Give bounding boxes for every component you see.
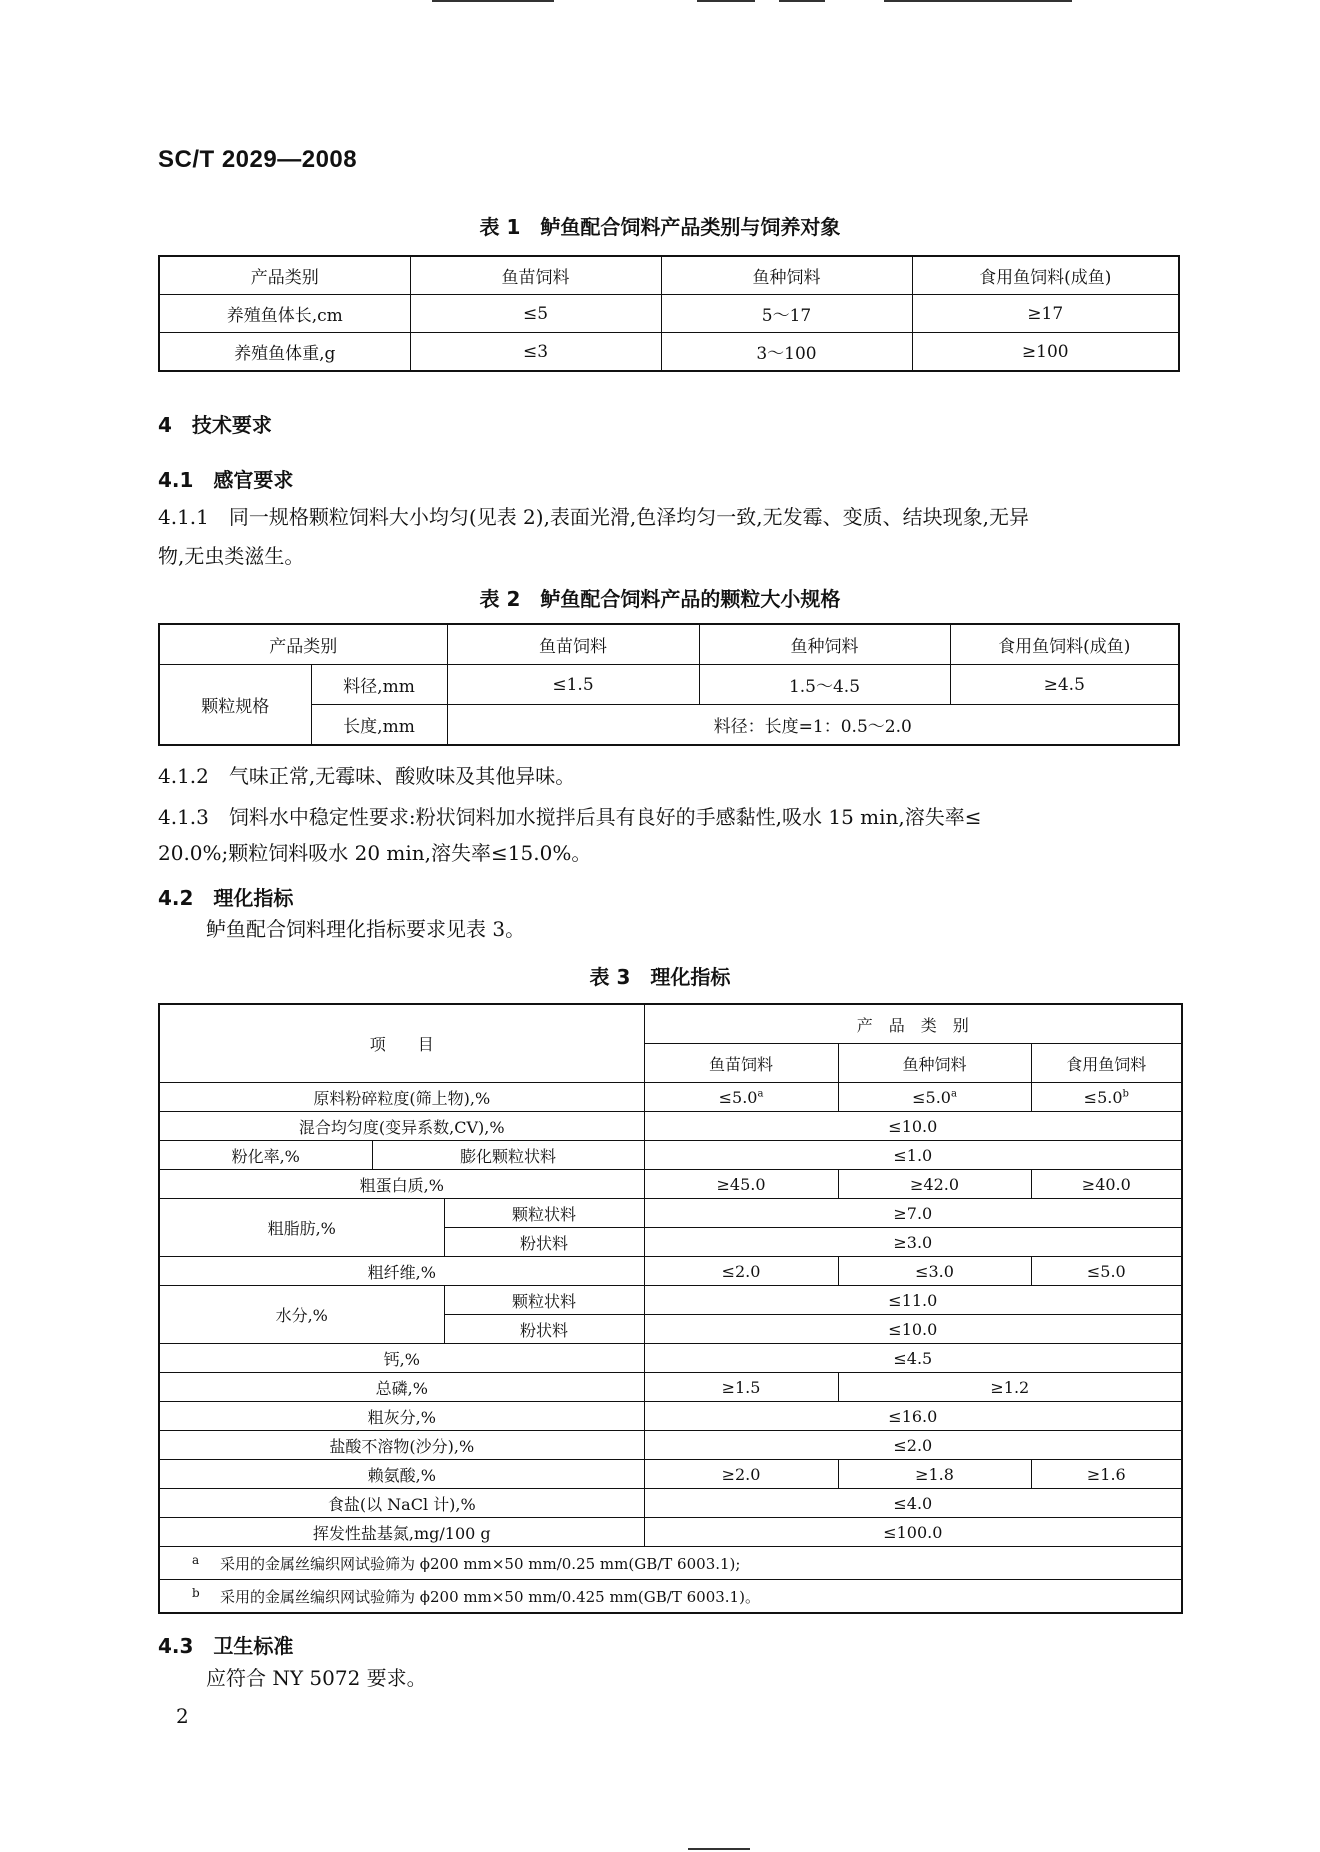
scan-mark [779,0,825,2]
table-row [159,1373,1182,1402]
scan-mark [697,0,755,2]
table-cell: ≥45.0 [644,1170,838,1199]
table-row [159,1141,1182,1170]
table-row [159,1199,1182,1228]
table-header-cell: 产品类别 [159,256,410,295]
table-row [159,1286,1182,1315]
table-cell [838,1083,1031,1112]
scan-mark [432,0,554,2]
table-cell: 盐酸不溶物(沙分),% [159,1431,644,1460]
table-row [159,665,1179,705]
table-cell: 水分,% [159,1286,444,1344]
table-cell: ≤3 [410,333,661,372]
footnote-mark: b [1122,1088,1129,1100]
table-cell: 粉状料 [444,1315,644,1344]
section-heading: 4 技术要求 [158,413,272,437]
footnote-mark: b [192,1585,200,1600]
table-cell: ≤1.5 [447,665,699,705]
footnote-mark: a [757,1088,764,1100]
table-cell: 挥发性盐基氮,mg/100 g [159,1518,644,1547]
table-cell: 5～17 [661,295,912,333]
table-row [159,1257,1182,1286]
paragraph-line: 4.1.1 同一规格颗粒饲料大小均匀(见表 2),表面光滑,色泽均匀一致,无发霉、变质、结块现象,无异 [158,505,1030,529]
table-cell: ≤4.5 [644,1344,1182,1373]
paragraph-line: 4.1.3 饲料水中稳定性要求:粉状饲料加水搅拌后具有良好的手感黏性,吸水 15 min,溶失率≤ [158,805,982,829]
table-row [159,1083,1182,1112]
scan-mark [688,1848,750,1850]
table-header-cell: 鱼苗饲料 [410,256,661,295]
table-header-cell: 鱼种饲料 [661,256,912,295]
table-cell: ≤16.0 [644,1402,1182,1431]
table-row [159,333,1179,372]
table-cell: ≥7.0 [644,1199,1182,1228]
table-cell: 钙,% [159,1344,644,1373]
table-header-cell: 食用鱼饲料 [1031,1044,1182,1083]
table-cell: ≥100 [912,333,1179,372]
table-header-cell: 产 品 类 别 [644,1004,1182,1044]
table-cell: ≤10.0 [644,1112,1182,1141]
table-cell: 养殖鱼体重,g [159,333,410,372]
table-cell: ≤100.0 [644,1518,1182,1547]
cell-value: ≤5.0 [912,1087,951,1107]
table-header-cell: 鱼苗饲料 [447,624,699,665]
table-cell: 混合均匀度(变异系数,CV),% [159,1112,644,1141]
paragraph-line: 20.0%;颗粒饲料吸水 20 min,溶失率≤15.0%。 [158,841,592,865]
table2 [158,623,1180,746]
footnote-row [159,1580,1182,1614]
table-cell: 粗脂肪,% [159,1199,444,1257]
section-heading: 4.3 卫生标准 [158,1634,294,1658]
paragraph-line: 应符合 NY 5072 要求。 [206,1666,427,1690]
table-cell: 总磷,% [159,1373,644,1402]
table-row [159,295,1179,333]
table-cell: 3～100 [661,333,912,372]
table-row [159,1112,1182,1141]
table-header-cell: 鱼种饲料 [699,624,950,665]
table-cell: 粗纤维,% [159,1257,644,1286]
table-header-cell: 项 目 [159,1004,644,1083]
table-header-row [159,1004,1182,1044]
paragraph-line: 鲈鱼配合饲料理化指标要求见表 3。 [206,917,526,941]
table-cell: ≤1.0 [644,1141,1182,1170]
table-cell [1031,1083,1182,1112]
table-cell: ≤5 [410,295,661,333]
table-cell: 料径：长度=1：0.5～2.0 [447,705,1179,746]
table-row [159,1170,1182,1199]
table3 [158,1003,1183,1614]
table-header-cell: 食用鱼饲料(成鱼) [912,256,1179,295]
table-cell: 料径,mm [311,665,447,705]
table-cell: ≥1.5 [644,1373,838,1402]
table-cell: ≤10.0 [644,1315,1182,1344]
table1 [158,255,1180,372]
table-cell: 原料粉碎粒度(筛上物),% [159,1083,644,1112]
section-heading: 4.2 理化指标 [158,886,294,910]
table2-caption: 表 2 鲈鱼配合饲料产品的颗粒大小规格 [479,587,841,611]
table-row [159,1489,1182,1518]
document-id: SC/T 2029—2008 [158,146,358,173]
table3-caption: 表 3 理化指标 [589,965,731,989]
cell-value: ≤5.0 [718,1087,758,1107]
table-cell: 颗粒规格 [159,665,311,746]
table-cell: 粉状料 [444,1228,644,1257]
table-cell: ≤5.0 [1031,1257,1182,1286]
table-cell: 膨化颗粒状料 [372,1141,644,1170]
table-cell: ≥1.2 [838,1373,1182,1402]
paragraph-line: 物,无虫类滋生。 [158,544,305,568]
table-header-cell: 食用鱼饲料(成鱼) [950,624,1179,665]
table-cell: ≤2.0 [644,1431,1182,1460]
section-heading: 4.1 感官要求 [158,468,294,492]
table-cell: ≤3.0 [838,1257,1031,1286]
table-cell: 1.5～4.5 [699,665,950,705]
table-cell [644,1083,838,1112]
table-cell: ≥2.0 [644,1460,838,1489]
table-cell: ≥17 [912,295,1179,333]
table-row [159,705,1179,746]
table-cell: 赖氨酸,% [159,1460,644,1489]
table-row [159,1344,1182,1373]
table-header-cell: 鱼种饲料 [838,1044,1031,1083]
table-cell: 长度,mm [311,705,447,746]
table-cell: ≥3.0 [644,1228,1182,1257]
table-cell: ≥4.5 [950,665,1179,705]
table-cell: ≥42.0 [838,1170,1031,1199]
table-header-cell: 产品类别 [159,624,447,665]
footnote [159,1547,1182,1580]
footnote [159,1580,1182,1614]
table-header-cell: 鱼苗饲料 [644,1044,838,1083]
table-cell: ≤2.0 [644,1257,838,1286]
table-header-row [159,256,1179,295]
paragraph-line: 4.1.2 气味正常,无霉味、酸败味及其他异味。 [158,764,576,788]
cell-value: ≤5.0 [1083,1087,1123,1107]
table-cell: ≥40.0 [1031,1170,1182,1199]
footnote-row [159,1547,1182,1580]
footnote-mark: a [192,1552,200,1567]
table-cell: 粗灰分,% [159,1402,644,1431]
table-cell: ≥1.6 [1031,1460,1182,1489]
table-cell: ≤4.0 [644,1489,1182,1518]
table-row [159,1431,1182,1460]
table-cell: 食盐(以 NaCl 计),% [159,1489,644,1518]
table-cell: ≤11.0 [644,1286,1182,1315]
page-number: 2 [176,1704,189,1728]
footnote-text: 采用的金属丝编织网试验筛为 ϕ200 mm×50 mm/0.25 mm(GB/T 6003.1); [220,1554,741,1573]
table-cell: 粗蛋白质,% [159,1170,644,1199]
table-header-row [159,624,1179,665]
scan-mark [884,0,1072,2]
table-row [159,1518,1182,1547]
table1-caption: 表 1 鲈鱼配合饲料产品类别与饲养对象 [479,215,841,239]
table-cell: ≥1.8 [838,1460,1031,1489]
footnote-text: 采用的金属丝编织网试验筛为 ϕ200 mm×50 mm/0.425 mm(GB/T 6003.1)。 [220,1587,760,1606]
table-cell: 粉化率,% [159,1141,372,1170]
footnote-mark: a [950,1088,957,1100]
table-cell: 养殖鱼体长,cm [159,295,410,333]
table-cell: 颗粒状料 [444,1286,644,1315]
table-row [159,1460,1182,1489]
table-row [159,1402,1182,1431]
table-cell: 颗粒状料 [444,1199,644,1228]
